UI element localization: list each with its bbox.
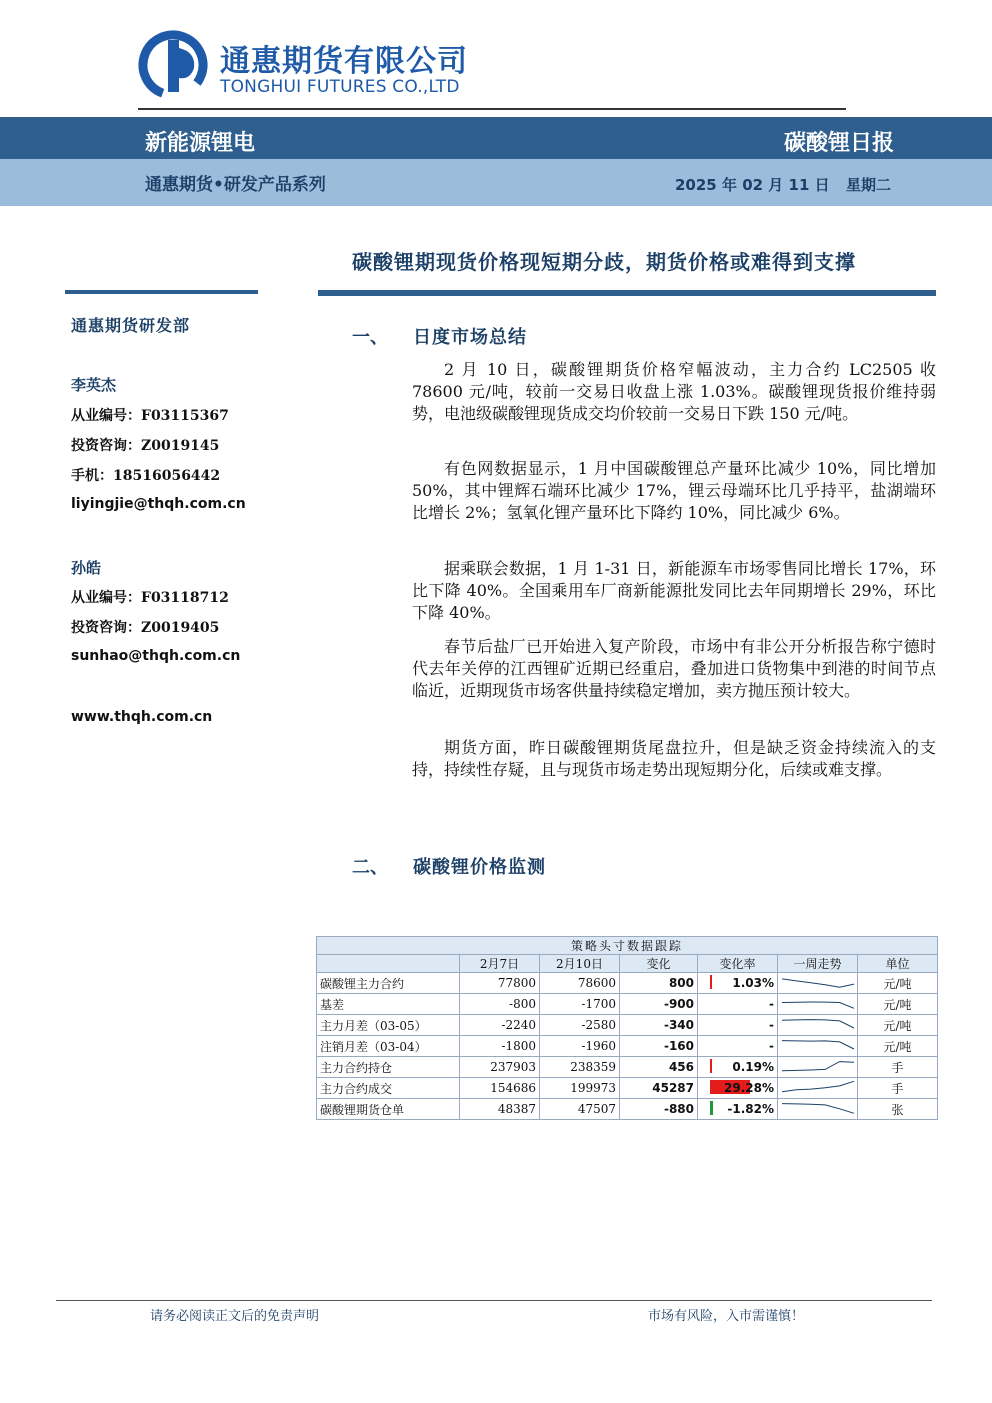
value-cell: 238359	[540, 1057, 620, 1078]
analyst-license: 从业编号：F03118712	[71, 590, 229, 606]
paragraph: 据乘联会数据，1 月 1-31 日，新能源车市场零售同比增长 17%，环比下降 40%。全国乘用车厂商新能源批发同比去年同期增长 29%，环比下降 40%。	[412, 559, 936, 622]
value-cell: 237903	[460, 1057, 540, 1078]
table-row	[317, 1036, 938, 1057]
headline-divider	[318, 290, 936, 296]
analyst-email-link[interactable]: sunhao@thqh.com.cn	[71, 648, 241, 664]
page-title: 碳酸锂期现货价格现短期分歧，期货价格或难得到支撑	[352, 250, 856, 274]
row-label: 主力月差（03-05）	[317, 1015, 460, 1036]
sparkline-line	[782, 979, 854, 987]
value-cell: -1700	[540, 994, 620, 1015]
table-row	[317, 1015, 938, 1036]
sparkline-chart	[778, 1099, 858, 1116]
table-header-cell: 单位	[858, 955, 938, 973]
value-cell: 48387	[460, 1099, 540, 1120]
change-cell: -340	[620, 1015, 698, 1036]
unit-cell: 元/吨	[858, 994, 938, 1015]
change-cell: -880	[620, 1099, 698, 1120]
change-rate-cell	[698, 994, 778, 1015]
row-label: 基差	[317, 994, 460, 1015]
disclaimer-note: 请务必阅读正文后的免责声明	[150, 1309, 320, 1324]
analyst-email-link[interactable]: liyingjie@thqh.com.cn	[71, 496, 246, 512]
department-name: 通惠期货研发部	[71, 316, 191, 335]
table-header-cell: 2月7日	[460, 955, 540, 973]
rate-text: -	[769, 997, 774, 1011]
unit-cell: 元/吨	[858, 1036, 938, 1057]
change-cell: 45287	[620, 1078, 698, 1099]
risk-warning: 市场有风险，入市需谨慎！	[648, 1309, 805, 1324]
rate-text: 29.28%	[724, 1081, 774, 1095]
row-label: 主力合约成交	[317, 1078, 460, 1099]
row-label: 注销月差（03-04）	[317, 1036, 460, 1057]
company-logo-icon	[138, 30, 208, 100]
table-header-cell: 一周走势	[778, 955, 858, 973]
table-header-cell	[317, 955, 460, 973]
rate-bar	[710, 1101, 713, 1115]
company-name-cn: 通惠期货有限公司	[220, 44, 468, 79]
change-rate-cell	[698, 1057, 778, 1078]
change-cell: 456	[620, 1057, 698, 1078]
change-cell: 800	[620, 973, 698, 994]
report-series: 通惠期货•研发产品系列	[145, 175, 326, 195]
rate-text: 0.19%	[732, 1060, 774, 1074]
sparkline-chart	[778, 1078, 858, 1095]
rate-text: 1.03%	[732, 976, 774, 990]
sparkline-line	[782, 1020, 854, 1028]
table-header-cell: 变化率	[698, 955, 778, 973]
paragraph: 春节后盐厂已开始进入复产阶段，市场中有非公开分析报告称宁德时代去年关停的江西锂矿近期已经重启，叠加进口货物集中到港的时间节点临近，近期现货市场客供量持续稳定增加，卖方抛压预计较大。	[412, 637, 936, 700]
section-title: 碳酸锂价格监测	[413, 857, 546, 878]
analyst-name: 孙皓	[71, 559, 102, 577]
change-rate-cell	[698, 1099, 778, 1120]
trend-sparkline	[778, 1099, 858, 1120]
sparkline-chart	[778, 994, 858, 1011]
rate-bar	[710, 1059, 712, 1073]
unit-cell: 元/吨	[858, 1015, 938, 1036]
row-label: 碳酸锂主力合约	[317, 973, 460, 994]
sparkline-chart	[778, 1036, 858, 1053]
rate-text: -	[769, 1018, 774, 1032]
trend-sparkline	[778, 973, 858, 994]
unit-cell: 手	[858, 1078, 938, 1099]
unit-cell: 元/吨	[858, 973, 938, 994]
change-rate-cell	[698, 973, 778, 994]
table-row	[317, 1099, 938, 1120]
report-weekday: 星期二	[846, 176, 892, 194]
rate-bar	[710, 975, 712, 989]
rate-text: -	[769, 1039, 774, 1053]
paragraph: 期货方面，昨日碳酸锂期货尾盘拉升，但是缺乏资金持续流入的支持，持续性存疑，且与现货市场走势出现短期分化，后续或难支撑。	[412, 738, 936, 779]
change-cell: -900	[620, 994, 698, 1015]
value-cell: -1960	[540, 1036, 620, 1057]
value-cell: 78600	[540, 973, 620, 994]
analyst-phone: 手机：18516056442	[71, 468, 221, 484]
table-header-cell: 变化	[620, 955, 698, 973]
footer-divider	[56, 1300, 932, 1301]
header-divider	[138, 108, 846, 110]
table-row	[317, 1057, 938, 1078]
table-row	[317, 973, 938, 994]
analyst-consult-id: 投资咨询：Z0019405	[71, 620, 220, 636]
table-row	[317, 994, 938, 1015]
value-cell: -2580	[540, 1015, 620, 1036]
sparkline-line	[782, 1002, 854, 1008]
sparkline-line	[782, 1041, 854, 1049]
price-monitor-table	[316, 936, 937, 1120]
paragraph: 有色网数据显示，1 月中国碳酸锂总产量环比减少 10%，同比增加 50%，其中锂辉石端环比减少 17%，锂云母端环比几乎持平，盐湖端环比增长 2%；氢氧化锂产量环比下降约 10%，同比减少 6%。	[412, 459, 936, 522]
value-cell: -800	[460, 994, 540, 1015]
unit-cell: 手	[858, 1057, 938, 1078]
analyst-license: 从业编号：F03115367	[71, 408, 229, 424]
website-link[interactable]: www.thqh.com.cn	[71, 709, 213, 725]
sparkline-chart	[778, 1057, 858, 1074]
section-number: 二、	[352, 857, 388, 878]
table-caption: 策略头寸数据跟踪	[317, 937, 938, 955]
unit-cell: 张	[858, 1099, 938, 1120]
value-cell: -2240	[460, 1015, 540, 1036]
rate-text: -1.82%	[727, 1102, 774, 1116]
trend-sparkline	[778, 1057, 858, 1078]
value-cell: 47507	[540, 1099, 620, 1120]
change-rate-cell	[698, 1015, 778, 1036]
row-label: 主力合约持仓	[317, 1057, 460, 1078]
change-rate-cell	[698, 1036, 778, 1057]
value-cell: 199973	[540, 1078, 620, 1099]
change-rate-cell	[698, 1078, 778, 1099]
table-header-row	[317, 955, 938, 973]
trend-sparkline	[778, 994, 858, 1015]
table-row	[317, 1078, 938, 1099]
value-cell: -1800	[460, 1036, 540, 1057]
sparkline-chart	[778, 973, 858, 990]
trend-sparkline	[778, 1078, 858, 1099]
trend-sparkline	[778, 1015, 858, 1036]
report-date: 2025 年 02 月 11 日	[675, 176, 830, 194]
sparkline-chart	[778, 1015, 858, 1032]
change-cell: -160	[620, 1036, 698, 1057]
table-header-cell: 2月10日	[540, 955, 620, 973]
sparkline-line	[782, 1081, 854, 1091]
row-label: 碳酸锂期货仓单	[317, 1099, 460, 1120]
trend-sparkline	[778, 1036, 858, 1057]
section-title: 日度市场总结	[413, 327, 527, 348]
value-cell: 154686	[460, 1078, 540, 1099]
sparkline-line	[782, 1104, 854, 1114]
report-category: 新能源锂电	[145, 131, 256, 156]
section-number: 一、	[352, 327, 388, 348]
company-name-en: TONGHUI FUTURES CO.,LTD	[220, 77, 460, 97]
analyst-consult-id: 投资咨询：Z0019145	[71, 438, 220, 454]
value-cell: 77800	[460, 973, 540, 994]
sparkline-line	[782, 1062, 854, 1071]
report-name: 碳酸锂日报	[783, 131, 894, 156]
paragraph: 2 月 10 日，碳酸锂期货价格窄幅波动，主力合约 LC2505 收 78600 元/吨，较前一交易日收盘上涨 1.03%。碳酸锂现货报价维持弱势，电池级碳酸锂现货成交均价较前一交易日下跌 150 元/吨。	[412, 360, 936, 423]
sidebar-divider	[65, 290, 258, 294]
analyst-name: 李英杰	[71, 376, 117, 394]
